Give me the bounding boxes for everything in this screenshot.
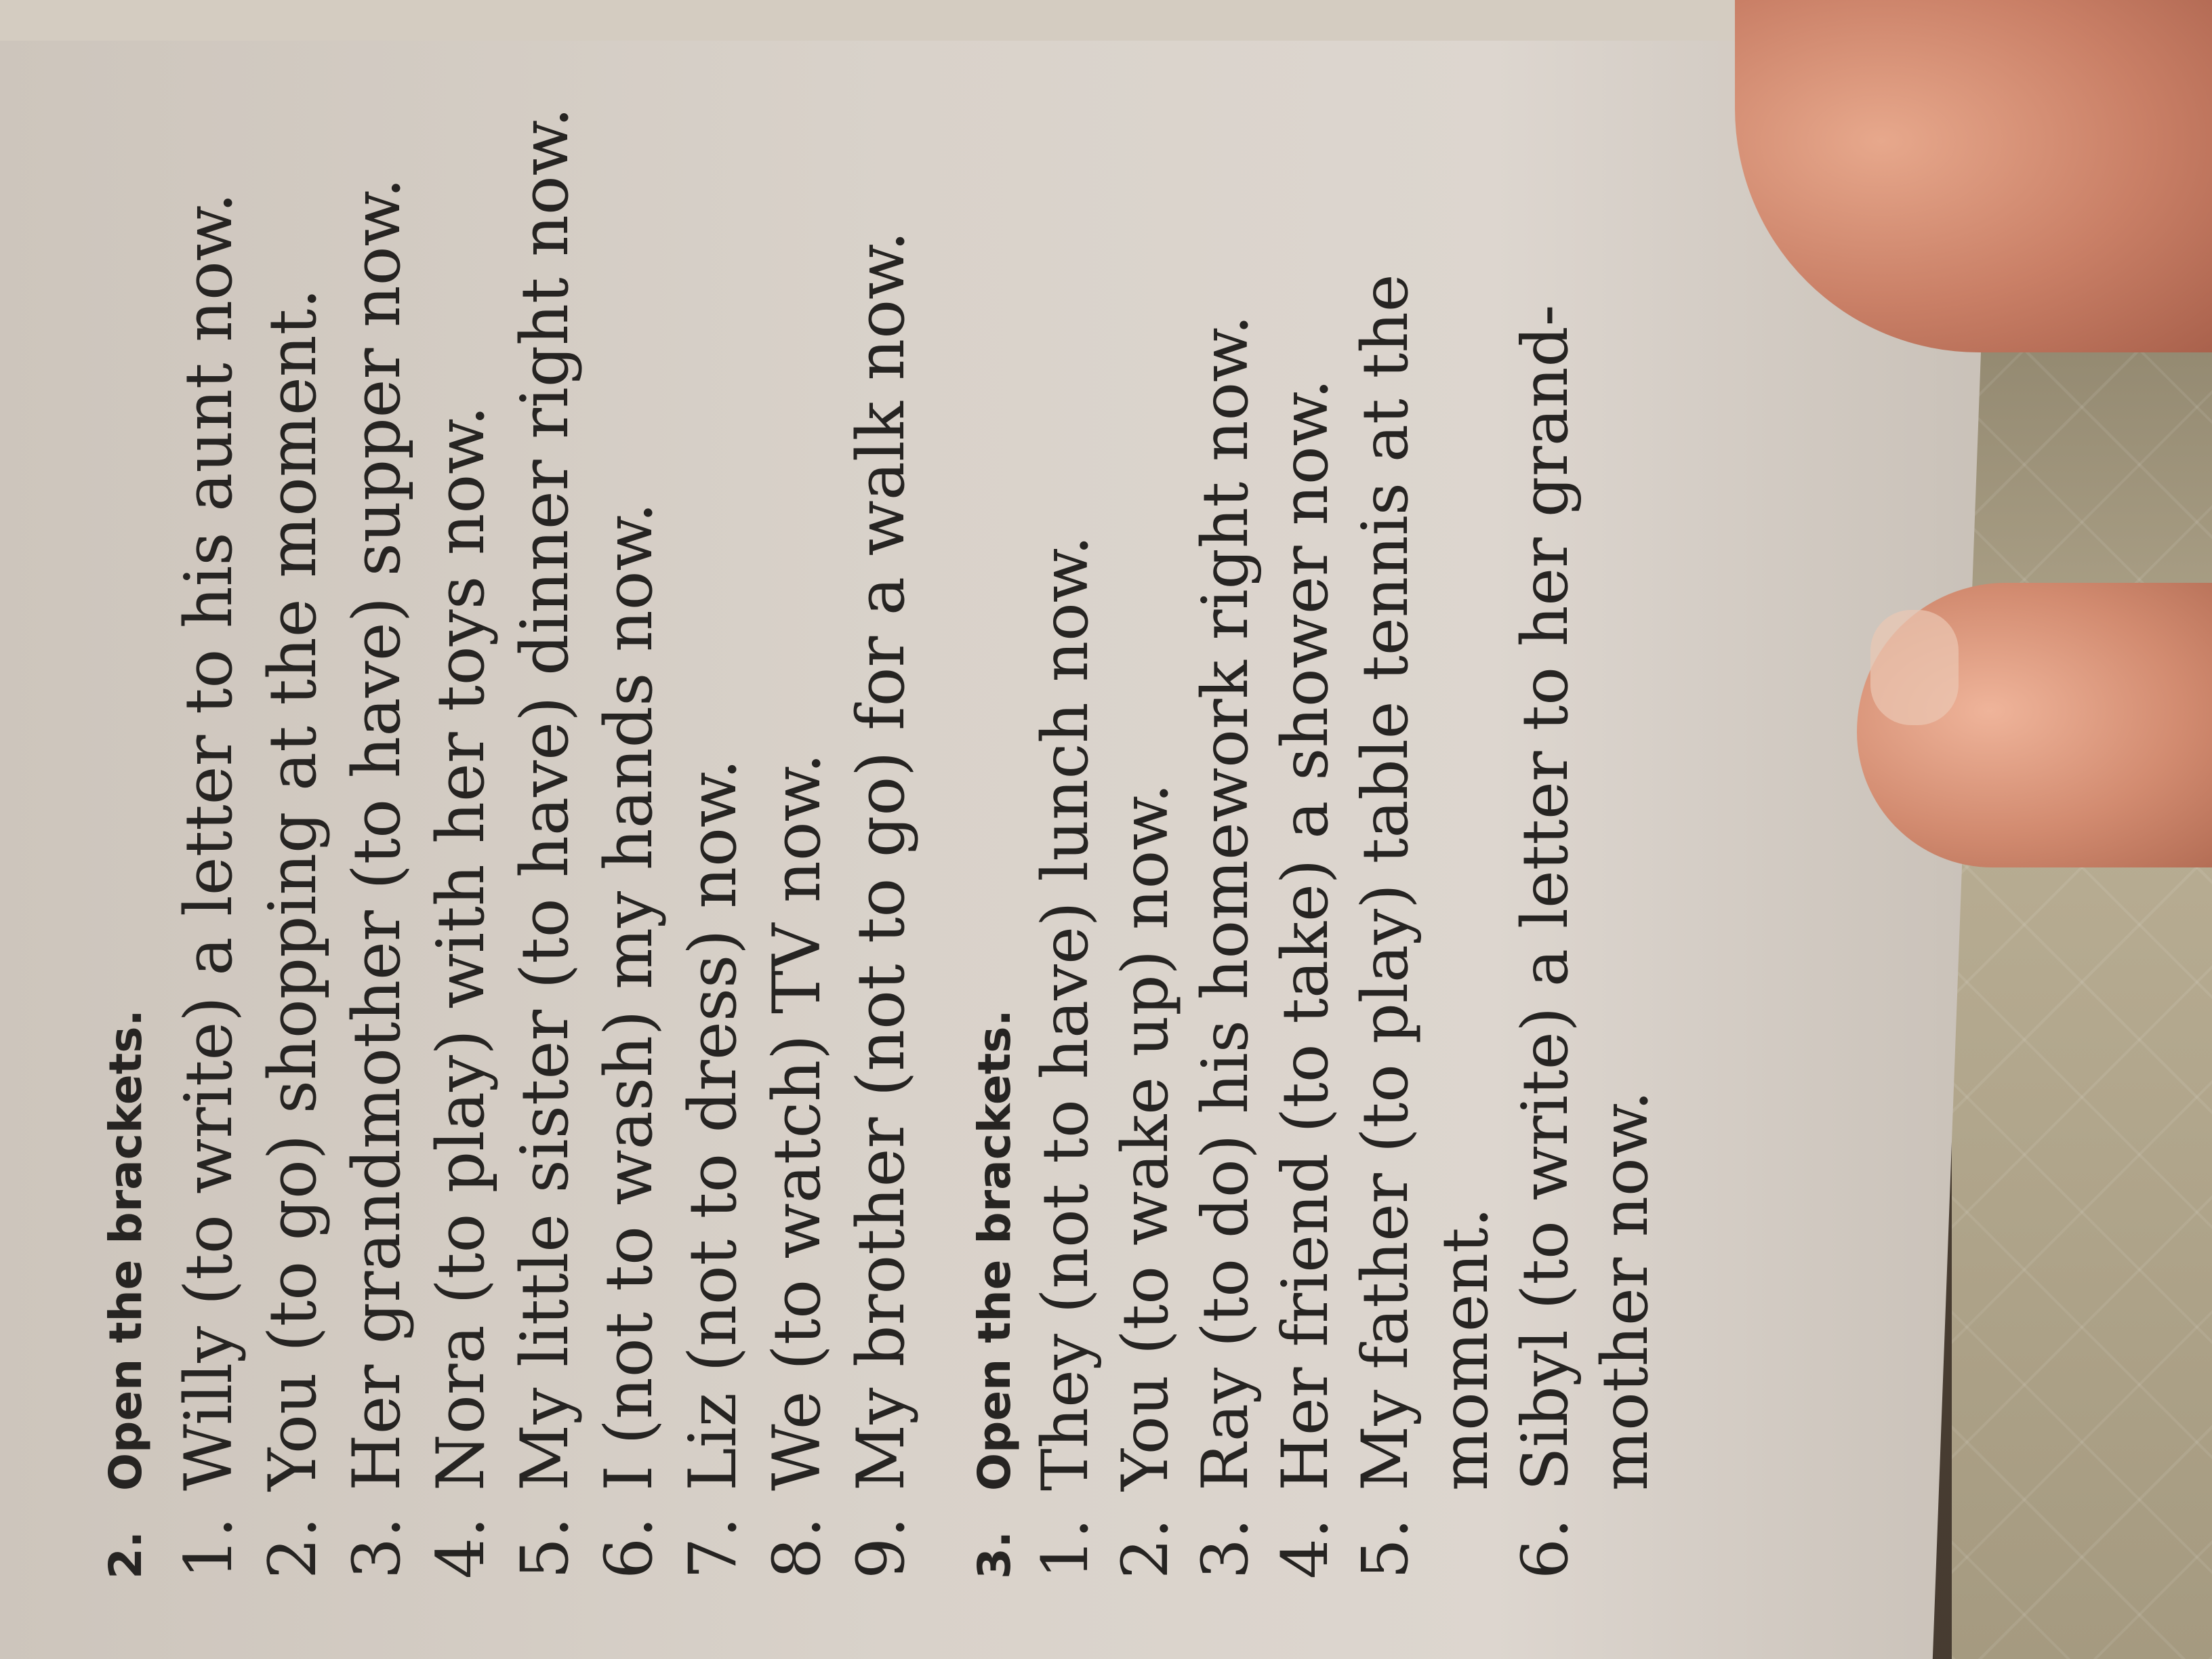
list-item (1346, 88, 1506, 1579)
page-top-edge (0, 0, 1762, 41)
list-item (251, 88, 335, 1579)
item-number: 2. (1109, 1518, 1183, 1579)
item-text: I (not to wash) my hands now. (591, 502, 667, 1491)
item-text: My father (to play) table tennis at the moment. (1349, 274, 1502, 1491)
item-number: 4. (423, 1517, 499, 1579)
list-item (167, 88, 251, 1579)
item-number: 6. (591, 1517, 667, 1579)
exercise-2-heading (95, 88, 157, 1579)
exercise-2-number: 2. (100, 1531, 152, 1579)
item-text: Liz (not to dress) now. (675, 758, 751, 1491)
item-number: 9. (843, 1517, 919, 1579)
item-number: 5. (507, 1517, 583, 1579)
list-item (335, 88, 419, 1579)
exercise-3-number: 3. (968, 1531, 1021, 1579)
list-item (503, 88, 587, 1579)
item-text: My brother (not to go) for a walk now. (843, 230, 919, 1491)
item-text: Her grandmother (to have) supper now. (339, 178, 415, 1491)
exercise-2 (95, 88, 923, 1579)
item-text: They (not to have) lunch now. (1029, 535, 1103, 1491)
page-text (95, 88, 1666, 1579)
list-item (671, 88, 755, 1579)
item-number: 6. (1509, 1518, 1582, 1579)
list-item (1106, 88, 1186, 1579)
item-text: Ray (to do) his homework right now. (1189, 314, 1263, 1491)
item-text: You (to wake up) now. (1109, 783, 1183, 1491)
item-text: My little sister (to have) dinner right now. (507, 106, 583, 1491)
exercise-3-list (1026, 88, 1666, 1579)
item-number: 3. (339, 1517, 415, 1579)
item-number: 1. (171, 1517, 247, 1579)
list-item (1266, 88, 1346, 1579)
item-text: Nora (to play) with her toys now. (423, 405, 499, 1491)
list-item (839, 88, 923, 1579)
item-number: 1. (1029, 1518, 1103, 1579)
item-number: 7. (675, 1517, 751, 1579)
list-item (419, 88, 503, 1579)
item-number: 8. (759, 1517, 835, 1579)
list-item (1506, 88, 1666, 1579)
item-text: You (to go) shopping at the moment. (255, 288, 331, 1491)
item-text: We (to watch) TV now. (759, 753, 835, 1491)
exercise-2-list (167, 88, 923, 1579)
item-text: Sibyl (to write) a letter to her grand- mother now. (1509, 304, 1662, 1491)
exercise-2-title: Open the brackets. (100, 1009, 152, 1491)
exercise-3 (964, 88, 1666, 1579)
item-number: 3. (1189, 1518, 1263, 1579)
exercise-3-heading (964, 88, 1026, 1579)
item-number: 4. (1269, 1518, 1343, 1579)
item-text: Her friend (to take) a shower now. (1269, 379, 1343, 1491)
item-number: 2. (255, 1517, 331, 1579)
list-item (1026, 88, 1106, 1579)
item-number: 5. (1349, 1518, 1422, 1579)
thumb-nail (1870, 610, 1959, 725)
list-item (755, 88, 839, 1579)
background-fabric (1952, 224, 2212, 1659)
list-item (587, 88, 671, 1579)
list-item (1186, 88, 1266, 1579)
exercise-3-title: Open the brackets. (968, 1009, 1021, 1491)
item-text: Willy (to write) a letter to his aunt now. (171, 192, 247, 1491)
